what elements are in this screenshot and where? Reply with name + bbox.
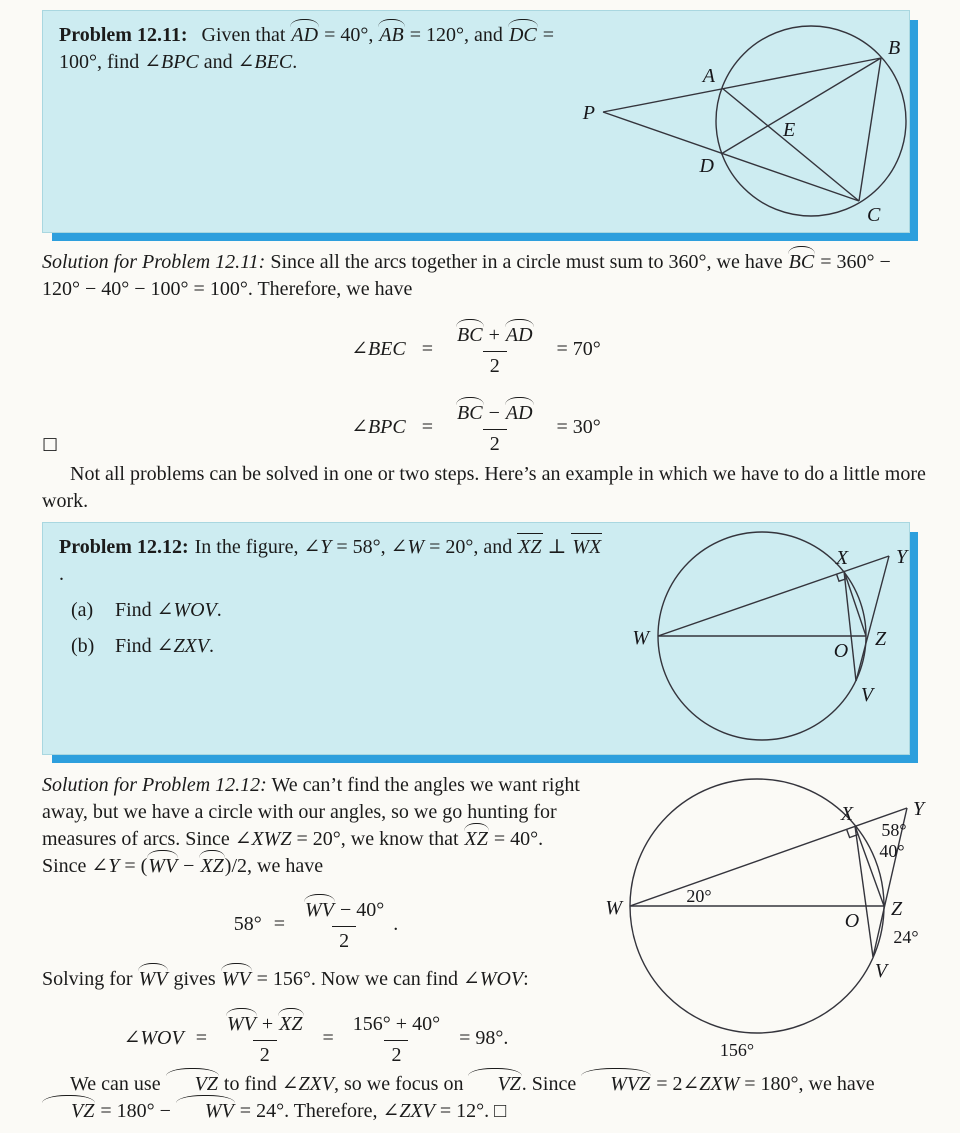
angle-label-24: 24° — [893, 927, 919, 947]
eq-wov-equals2: = — [322, 1026, 334, 1049]
secant-w-x-y — [630, 808, 907, 906]
eq-bec-result: = 70° — [556, 337, 601, 360]
point-label-y: Y — [913, 798, 925, 820]
eq-bpc-numerator: BC − AD — [449, 396, 541, 429]
point-label-x: X — [835, 547, 849, 569]
problem-12-11-body: Given that AD = 40°, AB = 120°, and DC = 100°, find ∠BPC and ∠BEC. — [59, 24, 555, 73]
problem-12-12-heading: Problem 12.12: — [59, 536, 189, 558]
chord-b-d — [721, 58, 881, 154]
problem-box-12-12 — [42, 522, 910, 755]
point-label-a: A — [702, 65, 715, 87]
point-label-x: X — [840, 803, 854, 825]
chord-x-z — [855, 826, 884, 906]
part-b-text: Find ∠ZXV. — [115, 635, 214, 657]
point-label-z: Z — [875, 628, 887, 650]
angle-label-156: 156° — [719, 1040, 755, 1060]
eq-wov-denominator1: 2 — [253, 1040, 277, 1069]
eq-wov-numerator1: WV + XZ — [219, 1007, 311, 1040]
secant-p-d-c — [603, 112, 859, 201]
solution-12-11-intro: Solution for Problem 12.11: Since all the arcs together in a circle must sum to 360°, we have BC = 360° − 120° − 40° − 100° = 100°. Therefore, we have — [42, 251, 891, 300]
circle-diagram-solution-12-12 — [595, 775, 960, 1075]
eq-bpc-denominator: 2 — [483, 429, 507, 458]
secant-y-z-v — [856, 556, 889, 681]
eq-bec-fraction — [449, 318, 541, 380]
problem-12-12-part-b — [59, 633, 607, 660]
problem-12-12-statement — [43, 523, 623, 660]
point-label-e: E — [783, 119, 796, 141]
solution-12-12-intro: Solution for Problem 12.12: We can’t find the angles we want right away, but we have a circle with our angles, so we go hunting for measures of arcs. Since ∠XWZ = 20°, we know that XZ = 40°. Since ∠Y = (WV − XZ)/2, we have — [42, 772, 590, 880]
angle-label-40: 40° — [879, 841, 905, 861]
point-label-z: Z — [891, 898, 903, 920]
part-a-text: Find ∠WOV. — [115, 599, 222, 621]
eq-bec-lhs: ∠BEC — [351, 337, 406, 360]
problem-box-12-11 — [42, 10, 910, 233]
angle-label-20: 20° — [686, 886, 712, 906]
eq-58-fraction — [297, 893, 391, 955]
eq-wov-result: = 98°. — [459, 1026, 509, 1049]
eq-wov-fraction1 — [219, 1007, 311, 1069]
eq-bec-equals: = — [421, 337, 434, 360]
point-label-v: V — [860, 684, 874, 706]
part-a-marker: (a) — [71, 599, 94, 621]
eq-58-denominator: 2 — [332, 926, 356, 955]
eq-wov-equals1: = — [195, 1026, 207, 1049]
secant-w-x-y — [658, 556, 889, 636]
qed-marker-12-11: □ — [42, 434, 59, 454]
equation-58 — [42, 893, 590, 955]
solution-12-11-equations — [42, 318, 910, 458]
eq-bpc-result: = 30° — [556, 415, 601, 438]
circle — [716, 26, 906, 216]
angle-label-58: 58° — [881, 820, 907, 840]
point-label-w: W — [632, 627, 649, 649]
eq-bpc-equals: = — [421, 415, 434, 438]
interlude-paragraph: Not all problems can be solved in one or two steps. Here’s an example in which we have to do a little more work. — [42, 463, 926, 512]
problem-12-12-body: In the figure, ∠Y = 58°, ∠W = 20°, and XZ ⊥ WX. — [59, 536, 602, 585]
eq-bpc-lhs: ∠BPC — [351, 415, 406, 438]
solution-12-12-closing: We can use VZ to find ∠ZXV, so we focus on VZ. Since WVZ = 2∠ZXW = 180°, we have VZ = 180° − WV = 24°. Therefore, ∠ZXV = 12°. □ — [42, 1071, 928, 1125]
eq-58-lhs: 58° — [233, 912, 262, 935]
eq-58-numerator: WV − 40° — [297, 893, 391, 926]
problem-12-11-heading: Problem 12.11: — [59, 24, 188, 46]
problem-12-11-statement — [43, 11, 599, 76]
point-label-o: O — [844, 910, 860, 932]
solution-12-12-mid: Solving for WV gives WV = 156°. Now we can find ∠WOV: — [42, 966, 590, 993]
point-label-o: O — [833, 640, 849, 662]
eq-bpc-fraction — [449, 396, 541, 458]
point-label-b: B — [888, 37, 901, 59]
point-label-w: W — [605, 897, 622, 919]
eq-wov-fraction2 — [346, 1007, 447, 1069]
eq-58-equals: = — [273, 912, 286, 935]
solution-diagram-container — [595, 775, 960, 1075]
point-label-c: C — [867, 204, 881, 226]
eq-wov-denominator2: 2 — [384, 1040, 408, 1069]
equation-wov — [42, 1007, 590, 1069]
eq-58-period: . — [393, 912, 399, 935]
chord-x-v — [855, 826, 873, 957]
eq-wov-lhs: ∠WOV — [123, 1026, 184, 1049]
chord-a-c — [722, 88, 859, 201]
chord-b-c — [859, 58, 881, 201]
eq-bec-numerator: BC + AD — [449, 318, 541, 351]
solution-12-12-column — [42, 772, 590, 1069]
point-label-d: D — [699, 155, 714, 177]
problem-12-12-part-a — [59, 597, 607, 624]
eq-bec-denominator: 2 — [483, 351, 507, 380]
part-b-marker: (b) — [71, 635, 95, 657]
point-label-y: Y — [896, 546, 908, 568]
point-label-v: V — [874, 960, 888, 982]
point-label-p: P — [582, 102, 595, 124]
eq-wov-numerator2: 156° + 40° — [352, 1013, 441, 1035]
